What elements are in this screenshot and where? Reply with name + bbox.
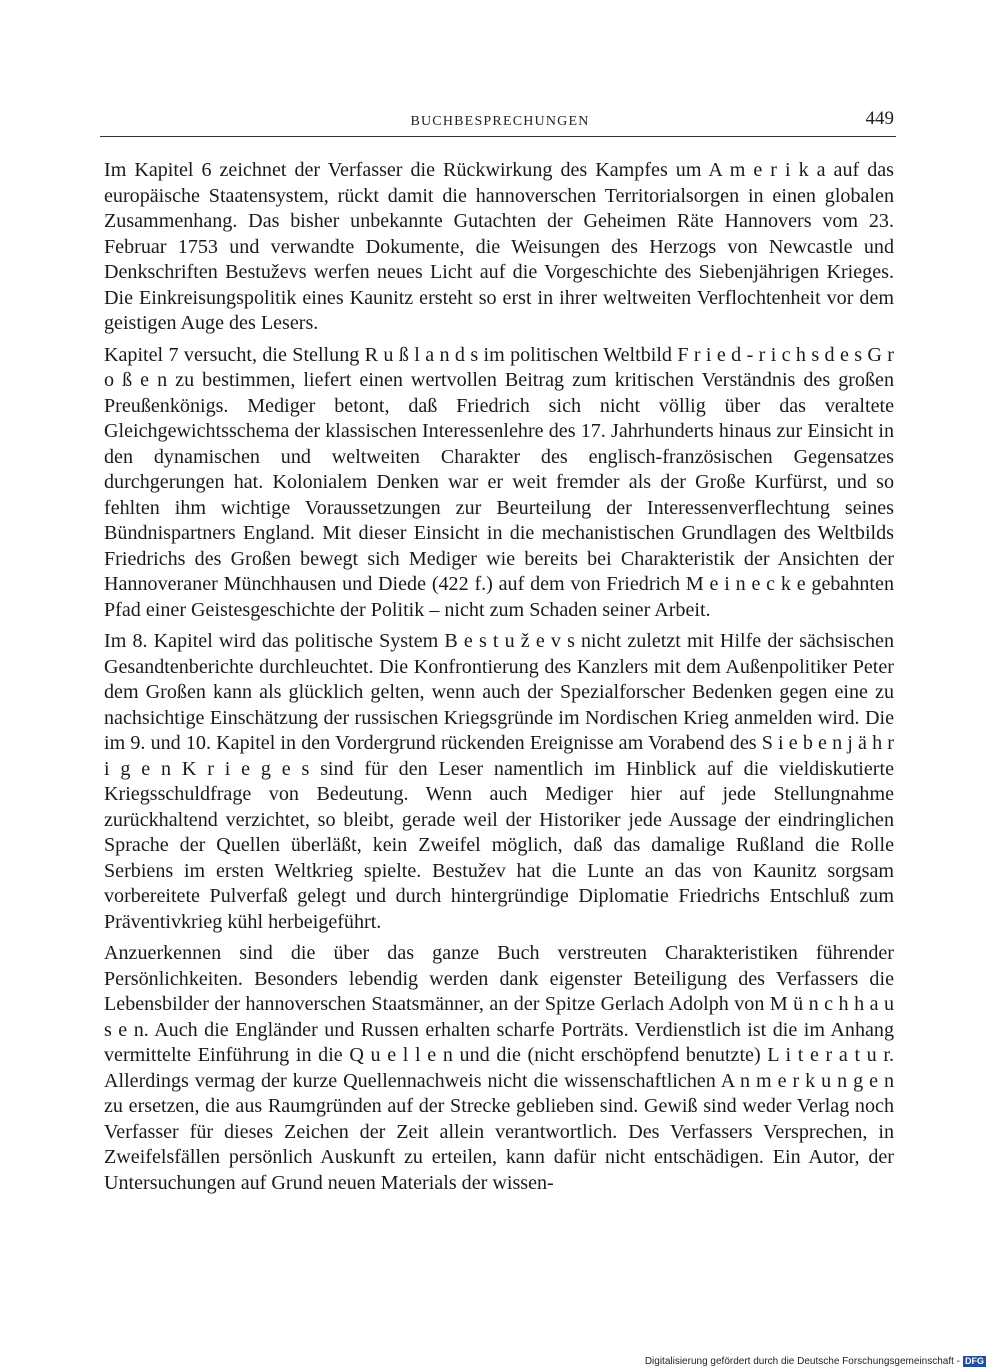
paragraph-4: Anzuerkennen sind die über das ganze Buch verstreuten Charakteristiken führender Persönlichkeiten. Besonders lebendig werden dank eigenster Beteiligung des Verfassers die Lebensbilder der hannoverschen Staatsmänner, an der Spitze Gerlach Adolph von M ü n c h h a u s e n. Auch die Engländer und Russen erhalten scharfe Porträts. Verdienstlich ist die im Anhang vermittelte Einführung in die Q u e l l e n und die (nicht erschöpfend benutzte) L i t e r a t u r. Allerdings vermag der kurze Quellennachweis nicht die wissenschaftlichen A n m e r k u n g e n zu ersetzen, die aus Raumgründen auf der Strecke geblieben sind. Gewiß sind weder Verlag noch Verfasser für dieses Zeichen der Zeit allein verantwortlich. Des Verfassers Versprechen, in Zweifelsfällen persönlich Auskunft zu erteilen, kann dafür nicht entschädigen. Ein Autor, der Untersuchungen auf Grund neuen Materials der wissen- bbox=[104, 942, 894, 1194]
paragraph-3: Im 8. Kapitel wird das politische System B e s t u ž e v s nicht zuletzt mit Hilfe der sächsischen Gesandtenberichte durchleuchtet. Die Konfrontierung des Kanzlers mit dem Außenpolitiker Peter dem Großen kann als glücklich gelten, wenn auch der Spezialforscher Bedenken gegen eine zu nachsichtige Einschätzung der russischen Kriegsgründe im Nordischen Krieg anmelden wird. Die im 9. und 10. Kapitel in den Vordergrund rückenden Ereignisse am Vorabend des S i e b e n j ä h r i g e n K r i e g e s sind für den Leser namentlich im Hinblick auf die vieldiskutierte Kriegsschuldfrage von Bedeutung. Wenn auch Mediger hier auf jede Stellungnahme zurückhaltend verzichtet, so bleibt, gerade weil der Historiker jede Aussage der eindringlichen Sprache der Quellen überläßt, kein Zweifel möglich, daß das damalige Rußland die Rolle Serbiens im ersten Weltkrieg spielte. Bestužev hat die Lunte an das von Kaunitz sorgsam vorbereitete Pulverfaß gelegt und durch hintergründige Diplomatie Friedrichs Entschluß zum Präventivkrieg kühl herbeigeführt. bbox=[104, 630, 894, 933]
dfg-logo: DFG bbox=[965, 1356, 984, 1366]
running-title: BUCHBESPRECHUNGEN bbox=[410, 114, 590, 129]
header-rule bbox=[100, 136, 896, 137]
paragraph-1: Im Kapitel 6 zeichnet der Verfasser die Rückwirkung des Kampfes um A m e r i k a auf das europäische Staatensystem, rückt damit die hannoverschen Territorialsorgen in einen globalen Zusammenhang. Das bisher unbekannte Gutachten der Geheimen Räte Hannovers vom 23. Februar 1753 und verwandte Dokumente, die Weisungen des Herzogs von Newcastle und Denkschriften Bestuževs werfen neues Licht auf die Vorgeschichte des Siebenjährigen Krieges. Die Einkreisungspolitik eines Kaunitz ersteht so erst in ihrer weltweiten Verflochtenheit vor dem geistigen Auge des Lesers. bbox=[104, 159, 894, 334]
digitization-credit bbox=[645, 1356, 986, 1367]
running-head bbox=[104, 108, 896, 134]
credit-text: Digitalisierung gefördert durch die Deutsche Forschungsgemeinschaft - bbox=[644, 1356, 960, 1368]
body-text bbox=[104, 158, 894, 1202]
paragraph-2: Kapitel 7 versucht, die Stellung R u ß l a n d s im politischen Weltbild F r i e d - r i c h s d e s G r o ß e n zu bestimmen, liefert einen wertvollen Beitrag zum kritischen Verständnis des großen Preußenkönigs. Mediger betont, daß Friedrich sich nicht völlig über das veraltete Gleichgewichtsschema der klassischen Interessenlehre des 17. Jahrhunderts hinaus zur Einsicht in den dynamischen und weltweiten Charakter des englisch-französischen Gegensatzes durchgerungen hat. Kolonialem Denken war er weit fremder als der Große Kurfürst, und so fehlten ihm wichtige Voraussetzungen zur Beurteilung der Interessenverflechtung seines Bündnispartners England. Mit dieser Einsicht in die mechanistischen Grundlagen des Weltbilds Friedrichs des Großen bewegt sich Mediger wie bereits bei Charakteristik der Ansichten der Hannoveraner Münchhausen und Diede (422 f.) auf dem von Friedrich M e i n e c k e gebahnten Pfad einer Geistesgeschichte der Politik – nicht zum Schaden seiner Arbeit. bbox=[104, 343, 894, 621]
page-number: 449 bbox=[865, 108, 894, 129]
